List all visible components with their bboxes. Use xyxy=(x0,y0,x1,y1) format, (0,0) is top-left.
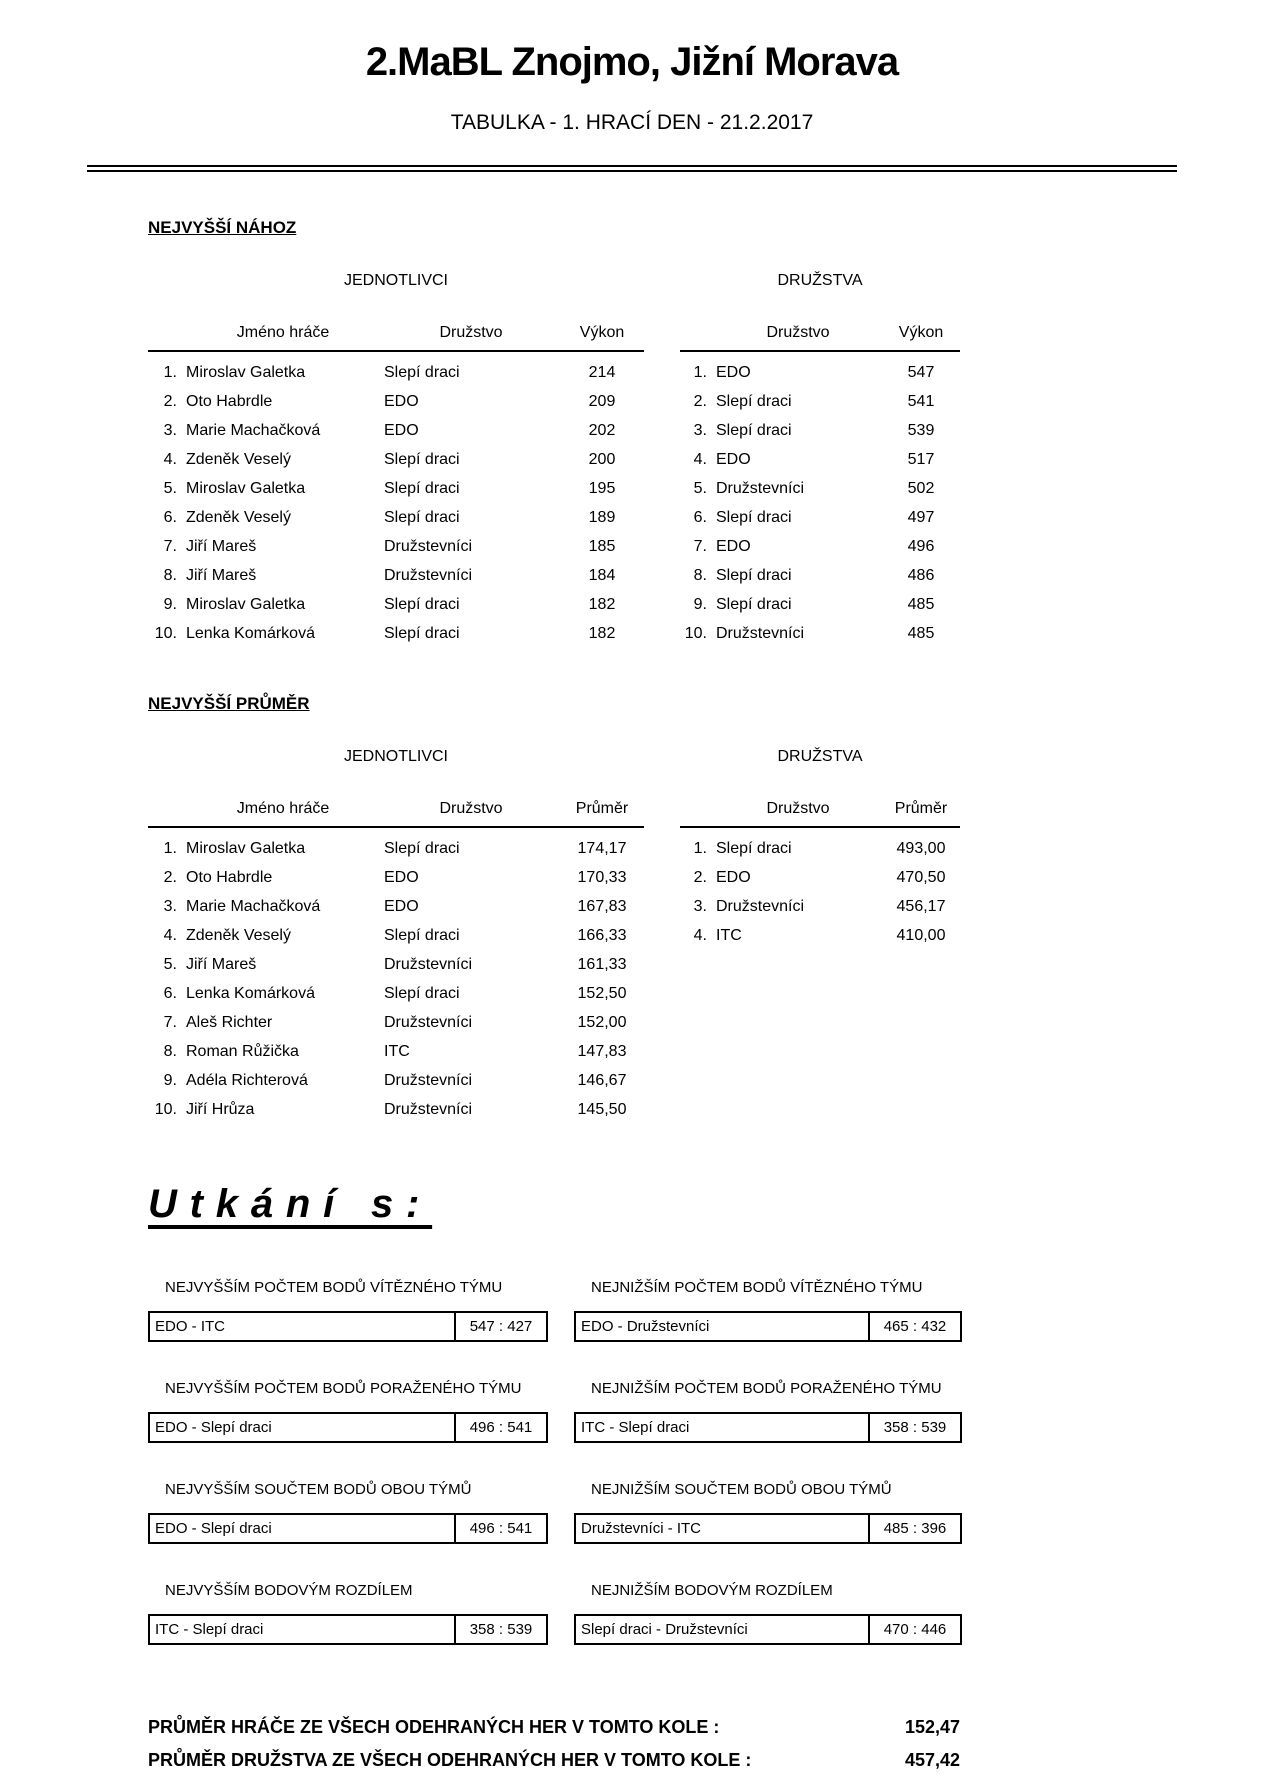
team-cell: EDO xyxy=(384,897,419,915)
match-block-label: NEJNIŽŠÍM POČTEM BODŮ PORAŽENÉHO TÝMU xyxy=(591,1380,942,1397)
match-teams: ITC - Slepí draci xyxy=(155,1621,264,1638)
value-cell: 200 xyxy=(588,450,616,468)
value-cell: 145,50 xyxy=(577,1100,627,1118)
value-cell: 152,50 xyxy=(577,984,627,1002)
table-row xyxy=(148,921,644,950)
table-row xyxy=(148,892,644,921)
match-box xyxy=(574,1311,962,1342)
team-column-header: Družstvo xyxy=(439,324,503,341)
player-name-cell: Zdeněk Veselý xyxy=(186,508,291,526)
value-cell: 209 xyxy=(588,392,616,410)
match-teams: EDO - Družstevníci xyxy=(581,1318,710,1335)
table-row xyxy=(680,892,960,921)
value-column-header: Průměr xyxy=(575,800,629,817)
player-name-cell: Marie Machačková xyxy=(186,897,321,915)
table-row xyxy=(148,1066,644,1095)
value-cell: 195 xyxy=(588,479,616,497)
rank-cell: 8. xyxy=(163,1042,177,1060)
value-cell: 497 xyxy=(907,508,935,526)
prumer-teams-table xyxy=(680,716,960,1124)
team-cell: Slepí draci xyxy=(716,839,792,857)
table-row xyxy=(680,387,960,416)
summary-value: 457,42 xyxy=(904,1750,960,1770)
table-rows xyxy=(148,834,644,1124)
rank-cell: 1. xyxy=(693,839,707,857)
team-cell: EDO xyxy=(384,868,419,886)
team-cell: ITC xyxy=(716,926,742,944)
match-block xyxy=(574,1582,962,1645)
value-cell: 496 xyxy=(907,537,935,555)
value-column-header: Průměr xyxy=(894,800,948,817)
rank-cell: 7. xyxy=(693,537,707,555)
name-column-header: Jméno hráče xyxy=(236,324,330,341)
match-block-label: NEJVYŠŠÍM POČTEM BODŮ PORAŽENÉHO TÝMU xyxy=(165,1380,522,1397)
value-cell: 485 xyxy=(907,624,935,642)
rank-cell: 3. xyxy=(163,421,177,439)
table-row xyxy=(148,474,644,503)
match-block-label: NEJNIŽŠÍM POČTEM BODŮ VÍTĚZNÉHO TÝMU xyxy=(591,1279,923,1296)
team-column-header: Družstvo xyxy=(766,324,830,341)
team-cell: EDO xyxy=(716,537,751,555)
team-cell: ITC xyxy=(384,1042,410,1060)
table-caption-teams: DRUŽSTVA xyxy=(777,748,863,765)
rank-cell: 4. xyxy=(163,926,177,944)
table-row xyxy=(148,561,644,590)
match-block xyxy=(148,1279,548,1342)
rank-cell: 6. xyxy=(163,508,177,526)
match-box xyxy=(574,1513,962,1544)
rank-cell: 1. xyxy=(693,363,707,381)
match-teams: Slepí draci - Družstevníci xyxy=(581,1621,748,1638)
value-cell: 161,33 xyxy=(577,955,627,973)
section-utkani xyxy=(148,1182,960,1645)
rank-cell: 1. xyxy=(163,363,177,381)
team-cell: Družstevníci xyxy=(716,479,805,497)
rank-cell: 10. xyxy=(154,624,177,642)
team-cell: EDO xyxy=(716,363,751,381)
player-name-cell: Jiří Mareš xyxy=(186,566,257,584)
value-cell: 539 xyxy=(907,421,935,439)
match-block-label: NEJVYŠŠÍM POČTEM BODŮ VÍTĚZNÉHO TÝMU xyxy=(165,1279,503,1296)
table-row xyxy=(148,834,644,863)
table-row xyxy=(680,532,960,561)
match-box xyxy=(574,1412,962,1443)
value-cell: 170,33 xyxy=(577,868,627,886)
table-row xyxy=(148,416,644,445)
match-teams: Družstevníci - ITC xyxy=(581,1520,702,1537)
rank-cell: 2. xyxy=(163,868,177,886)
match-teams: EDO - Slepí draci xyxy=(155,1520,272,1537)
team-cell: Slepí draci xyxy=(384,984,460,1002)
page-subtitle: TABULKA - 1. HRACÍ DEN - 21.2.2017 xyxy=(450,111,814,134)
match-block xyxy=(574,1380,962,1443)
nahoz-individuals-table xyxy=(148,240,644,648)
rank-cell: 3. xyxy=(693,421,707,439)
table-row xyxy=(148,387,644,416)
rank-cell: 2. xyxy=(693,392,707,410)
table-caption-individuals: JEDNOTLIVCI xyxy=(343,272,448,289)
table-header xyxy=(680,800,960,828)
rank-cell: 5. xyxy=(163,955,177,973)
team-column-header: Družstvo xyxy=(439,800,503,817)
value-column-header: Výkon xyxy=(579,324,625,341)
team-cell: Slepí draci xyxy=(716,508,792,526)
player-name-cell: Lenka Komárková xyxy=(186,984,315,1002)
match-score: 358 : 539 xyxy=(868,1414,960,1441)
player-name-cell: Miroslav Galetka xyxy=(186,595,306,613)
table-rows xyxy=(680,834,960,950)
rank-cell: 1. xyxy=(163,839,177,857)
rank-cell: 5. xyxy=(163,479,177,497)
summary-row xyxy=(148,1750,960,1783)
team-cell: EDO xyxy=(716,450,751,468)
player-name-cell: Oto Habrdle xyxy=(186,868,273,886)
table-rows xyxy=(148,358,644,648)
value-cell: 189 xyxy=(588,508,616,526)
table-header xyxy=(148,800,644,828)
prumer-individuals-table xyxy=(148,716,644,1124)
match-score: 465 : 432 xyxy=(868,1313,960,1340)
table-caption-individuals: JEDNOTLIVCI xyxy=(343,748,448,765)
value-cell: 174,17 xyxy=(577,839,627,857)
name-column-header: Jméno hráče xyxy=(236,800,330,817)
team-cell: Družstevníci xyxy=(384,1013,473,1031)
value-cell: 502 xyxy=(907,479,935,497)
rank-cell: 4. xyxy=(693,450,707,468)
team-cell: Slepí draci xyxy=(384,508,460,526)
player-name-cell: Miroslav Galetka xyxy=(186,839,306,857)
rank-cell: 3. xyxy=(693,897,707,915)
team-cell: Slepí draci xyxy=(716,392,792,410)
summary-row xyxy=(148,1717,960,1750)
table-row xyxy=(680,619,960,648)
match-teams: ITC - Slepí draci xyxy=(581,1419,690,1436)
table-row xyxy=(680,416,960,445)
table-row xyxy=(680,561,960,590)
rank-cell: 4. xyxy=(693,926,707,944)
table-row xyxy=(148,445,644,474)
table-row xyxy=(680,590,960,619)
match-score: 358 : 539 xyxy=(454,1616,546,1643)
team-column-header: Družstvo xyxy=(766,800,830,817)
table-row xyxy=(148,979,644,1008)
nahoz-teams-table xyxy=(680,240,960,648)
team-cell: Družstevníci xyxy=(384,566,473,584)
value-cell: 410,00 xyxy=(896,926,946,944)
table-header xyxy=(680,324,960,352)
rank-cell: 9. xyxy=(163,595,177,613)
table-row xyxy=(680,863,960,892)
value-cell: 182 xyxy=(588,595,616,613)
match-score: 485 : 396 xyxy=(868,1515,960,1542)
rank-cell: 2. xyxy=(163,392,177,410)
player-name-cell: Adéla Richterová xyxy=(186,1071,308,1089)
team-cell: Slepí draci xyxy=(716,421,792,439)
value-cell: 202 xyxy=(588,421,616,439)
rank-cell: 9. xyxy=(163,1071,177,1089)
player-name-cell: Jiří Mareš xyxy=(186,537,257,555)
team-cell: EDO xyxy=(384,421,419,439)
rank-cell: 2. xyxy=(693,868,707,886)
rank-cell: 9. xyxy=(693,595,707,613)
player-name-cell: Miroslav Galetka xyxy=(186,363,306,381)
match-block-label: NEJNIŽŠÍM SOUČTEM BODŮ OBOU TÝMŮ xyxy=(591,1481,892,1498)
team-cell: EDO xyxy=(716,868,751,886)
match-teams: EDO - ITC xyxy=(155,1318,225,1335)
team-cell: Slepí draci xyxy=(384,479,460,497)
player-name-cell: Jiří Hrůza xyxy=(186,1100,255,1118)
rank-cell: 10. xyxy=(154,1100,177,1118)
table-rows xyxy=(680,358,960,648)
rank-cell: 4. xyxy=(163,450,177,468)
team-cell: Slepí draci xyxy=(716,566,792,584)
match-block-label: NEJVYŠŠÍM SOUČTEM BODŮ OBOU TÝMŮ xyxy=(165,1481,472,1498)
player-name-cell: Roman Růžička xyxy=(186,1042,299,1060)
match-block xyxy=(574,1481,962,1544)
match-box xyxy=(574,1614,962,1645)
player-name-cell: Lenka Komárková xyxy=(186,624,315,642)
team-cell: EDO xyxy=(384,392,419,410)
match-block xyxy=(148,1481,548,1544)
value-cell: 184 xyxy=(588,566,616,584)
table-row xyxy=(148,358,644,387)
team-cell: Družstevníci xyxy=(384,1071,473,1089)
rank-cell: 7. xyxy=(163,537,177,555)
rank-cell: 6. xyxy=(693,508,707,526)
page-title: 2.MaBL Znojmo, Jižní Morava xyxy=(365,40,899,84)
value-cell: 182 xyxy=(588,624,616,642)
utkani-blocks xyxy=(148,1279,960,1645)
match-block-label: NEJVYŠŠÍM BODOVÝM ROZDÍLEM xyxy=(165,1582,413,1599)
value-cell: 166,33 xyxy=(577,926,627,944)
player-name-cell: Miroslav Galetka xyxy=(186,479,306,497)
table-row xyxy=(680,445,960,474)
value-cell: 146,67 xyxy=(577,1071,627,1089)
player-name-cell: Zdeněk Veselý xyxy=(186,926,291,944)
value-cell: 214 xyxy=(588,363,616,381)
rank-cell: 8. xyxy=(163,566,177,584)
team-cell: Slepí draci xyxy=(384,595,460,613)
value-cell: 167,83 xyxy=(577,897,627,915)
table-row xyxy=(148,590,644,619)
match-block xyxy=(148,1582,548,1645)
rank-cell: 10. xyxy=(684,624,707,642)
value-cell: 493,00 xyxy=(896,839,946,857)
team-cell: Slepí draci xyxy=(384,926,460,944)
section-title-nahoz: NEJVYŠŠÍ NÁHOZ xyxy=(148,218,297,237)
match-teams: EDO - Slepí draci xyxy=(155,1419,272,1436)
table-row xyxy=(148,950,644,979)
page-content xyxy=(148,218,960,1783)
table-row xyxy=(148,619,644,648)
table-caption-teams: DRUŽSTVA xyxy=(777,272,863,289)
match-score: 470 : 446 xyxy=(868,1616,960,1643)
value-cell: 541 xyxy=(907,392,935,410)
table-row xyxy=(680,503,960,532)
match-block-label: NEJNIŽŠÍM BODOVÝM ROZDÍLEM xyxy=(591,1582,833,1599)
player-name-cell: Jiří Mareš xyxy=(186,955,257,973)
summary xyxy=(148,1717,960,1783)
rank-cell: 6. xyxy=(163,984,177,1002)
table-row xyxy=(148,503,644,532)
match-score: 547 : 427 xyxy=(454,1313,546,1340)
table-row xyxy=(148,532,644,561)
utkani-title: Utkání s: xyxy=(148,1182,433,1226)
team-cell: Družstevníci xyxy=(716,897,805,915)
table-row xyxy=(148,1095,644,1124)
value-cell: 456,17 xyxy=(896,897,946,915)
value-cell: 152,00 xyxy=(577,1013,627,1031)
team-cell: Slepí draci xyxy=(384,450,460,468)
section-title-prumer: NEJVYŠŠÍ PRŮMĚR xyxy=(148,694,310,713)
section-prumer xyxy=(148,694,960,1124)
table-row xyxy=(148,1037,644,1066)
team-cell: Slepí draci xyxy=(384,624,460,642)
table-row xyxy=(148,863,644,892)
prumer-tables xyxy=(148,716,960,1124)
double-divider xyxy=(87,165,1177,172)
match-box xyxy=(148,1614,548,1645)
table-header xyxy=(148,324,644,352)
table-row xyxy=(148,1008,644,1037)
section-nahoz xyxy=(148,218,960,648)
team-cell: Družstevníci xyxy=(384,955,473,973)
player-name-cell: Marie Machačková xyxy=(186,421,321,439)
player-name-cell: Oto Habrdle xyxy=(186,392,273,410)
value-cell: 517 xyxy=(907,450,935,468)
match-block xyxy=(574,1279,962,1342)
team-cell: Družstevníci xyxy=(716,624,805,642)
table-row xyxy=(680,474,960,503)
team-cell: Slepí draci xyxy=(384,839,460,857)
value-cell: 147,83 xyxy=(577,1042,627,1060)
team-cell: Slepí draci xyxy=(716,595,792,613)
value-cell: 185 xyxy=(588,537,616,555)
match-score: 496 : 541 xyxy=(454,1414,546,1441)
value-cell: 485 xyxy=(907,595,935,613)
team-cell: Družstevníci xyxy=(384,537,473,555)
match-box xyxy=(148,1513,548,1544)
value-cell: 547 xyxy=(907,363,935,381)
summary-label: PRŮMĚR DRUŽSTVA ZE VŠECH ODEHRANÝCH HER V TOMTO KOLE : xyxy=(148,1750,752,1770)
rank-cell: 8. xyxy=(693,566,707,584)
team-cell: Slepí draci xyxy=(384,363,460,381)
value-cell: 470,50 xyxy=(896,868,946,886)
player-name-cell: Zdeněk Veselý xyxy=(186,450,291,468)
table-row xyxy=(680,921,960,950)
nahoz-tables xyxy=(148,240,960,648)
rank-cell: 7. xyxy=(163,1013,177,1031)
team-cell: Družstevníci xyxy=(384,1100,473,1118)
table-row xyxy=(680,834,960,863)
summary-label: PRŮMĚR HRÁČE ZE VŠECH ODEHRANÝCH HER V TOMTO KOLE : xyxy=(148,1717,720,1737)
summary-value: 152,47 xyxy=(904,1717,960,1737)
match-box xyxy=(148,1412,548,1443)
rank-cell: 5. xyxy=(693,479,707,497)
value-cell: 486 xyxy=(907,566,935,584)
value-column-header: Výkon xyxy=(898,324,944,341)
match-box xyxy=(148,1311,548,1342)
rank-cell: 3. xyxy=(163,897,177,915)
table-row xyxy=(680,358,960,387)
player-name-cell: Aleš Richter xyxy=(186,1013,273,1031)
match-block xyxy=(148,1380,548,1443)
match-score: 496 : 541 xyxy=(454,1515,546,1542)
